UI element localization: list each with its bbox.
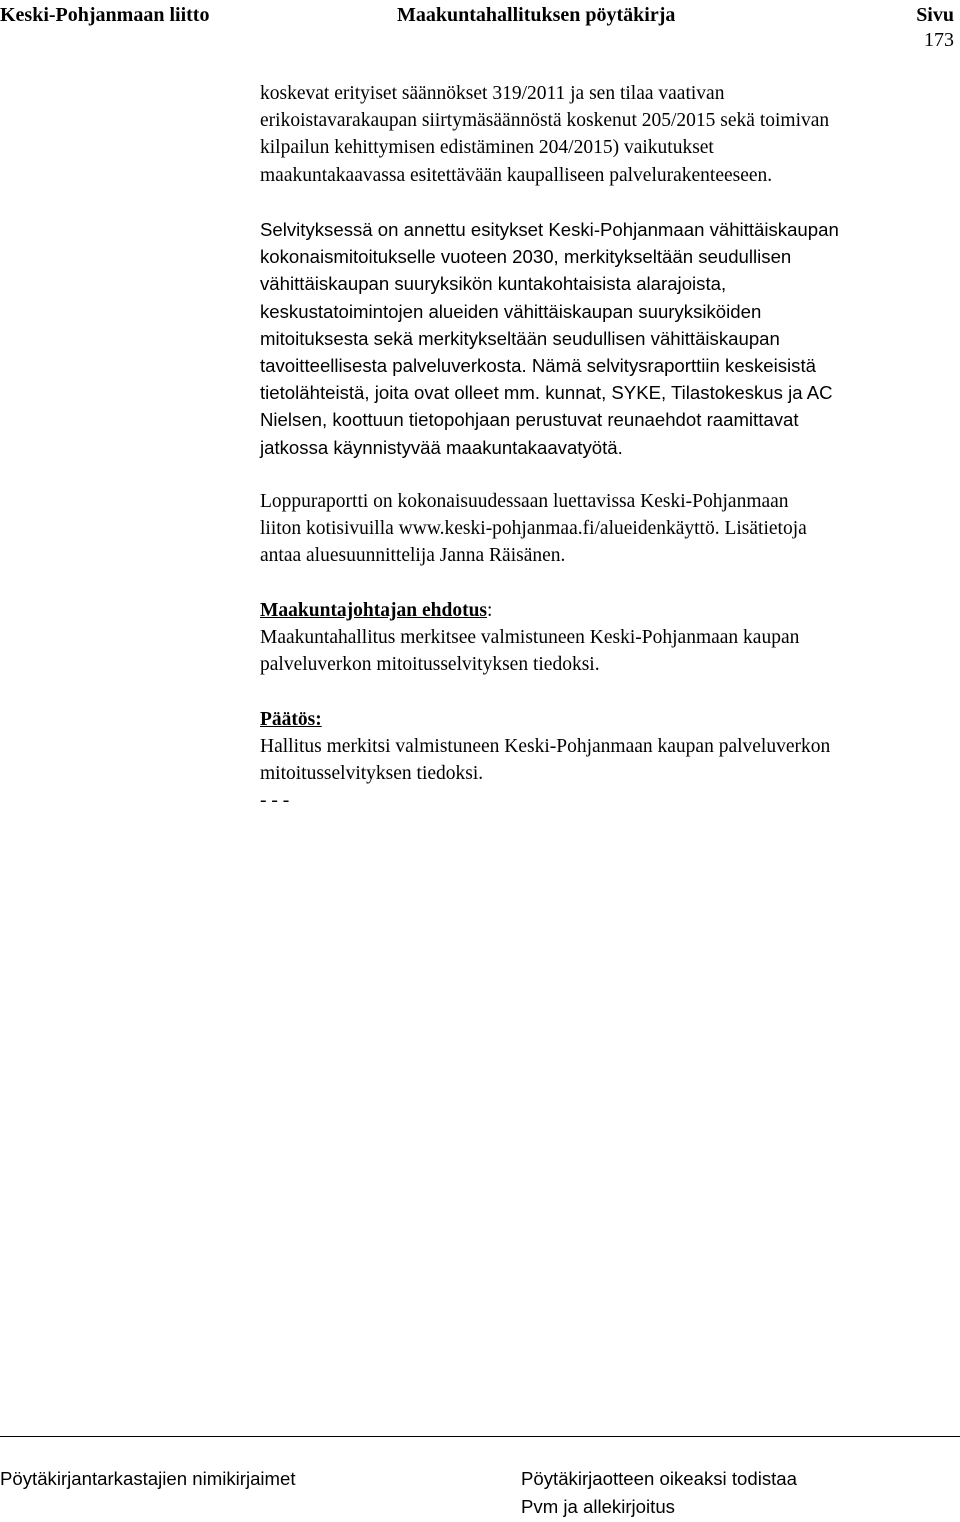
text-line: Maakuntahallitus merkitsee valmistuneen Keski-Pohjanmaan kaupan xyxy=(260,627,800,649)
paragraph-survey xyxy=(260,216,956,461)
decision-section xyxy=(260,706,956,815)
text-line: kokonaismitoitukselle vuoteen 2030, merkitykseltään seudullisen xyxy=(260,246,792,268)
text-line: keskustatoimintojen alueiden vähittäiskaupan suuryksiköiden xyxy=(260,300,762,322)
text-line: liiton kotisivuilla www.keski-pohjanmaa.fi/alueidenkäyttö. Lisätietoja xyxy=(260,518,807,540)
page-header xyxy=(0,0,960,60)
text-line: jatkossa käynnistyvää maakuntakaavatyötä. xyxy=(260,436,623,458)
page-number: 173 xyxy=(924,29,954,51)
organization-name: Keski-Pohjanmaan liitto xyxy=(0,4,210,26)
text-line: koskevat erityiset säännökset 319/2011 ja sen tilaa vaativan xyxy=(260,83,725,104)
text-line: Nielsen, koottuun tietopohjaan perustuvat reunaehdot raamittavat xyxy=(260,409,799,431)
document-title: Maakuntahallituksen pöytäkirja xyxy=(397,4,676,26)
text-line: vähittäiskaupan suuryksikön kuntakohtaisista alarajoista, xyxy=(260,273,727,295)
text-line: palveluverkon mitoitusselvityksen tiedoksi. xyxy=(260,654,600,676)
text-line: mitoitusselvityksen tiedoksi. xyxy=(260,763,484,785)
text-line: Loppuraportti on kokonaisuudessaan luettavissa Keski-Pohjanmaan xyxy=(260,491,789,513)
footer-certification-label: Pöytäkirjaotteen oikeaksi todistaa xyxy=(521,1468,797,1489)
text-line: maakuntakaavassa esitettävään kaupalliseen palvelurakenteeseen. xyxy=(260,164,773,186)
page-label: Sivu xyxy=(916,4,954,26)
paragraph-continuation xyxy=(260,80,956,189)
text-line: erikoistavarakaupan siirtymäsäännöstä koskenut 205/2015 sekä toimivan xyxy=(260,110,830,132)
text-line: Hallitus merkitsi valmistuneen Keski-Pohjanmaan kaupan palveluverkon xyxy=(260,735,831,757)
document-body xyxy=(260,80,956,814)
proposal-heading-colon: : xyxy=(487,599,493,621)
text-line: tavoitteellisesta palveluverkosta. Nämä selvitysraporttiin keskeisistä xyxy=(260,355,816,377)
decision-heading: Päätös: xyxy=(260,708,322,730)
text-line: tietolähteistä, joita ovat olleet mm. kunnat, SYKE, Tilastokeskus ja AC xyxy=(260,382,833,404)
decision-heading-line xyxy=(260,706,956,733)
text-line: Selvityksessä on annettu esitykset Keski-Pohjanmaan vähittäiskaupan xyxy=(260,219,839,240)
footer-date-signature-label: Pvm ja allekirjoitus xyxy=(521,1496,675,1517)
footer-initials-label: Pöytäkirjantarkastajien nimikirjaimet xyxy=(0,1468,296,1489)
text-line: antaa aluesuunnittelija Janna Räisänen. xyxy=(260,545,566,567)
paragraph-report xyxy=(260,488,956,570)
proposal-section xyxy=(260,597,956,679)
footer-divider xyxy=(0,1436,960,1437)
proposal-heading-line xyxy=(260,597,956,624)
text-line: mitoituksesta sekä merkitykseltään seudullisen vähittäiskaupan xyxy=(260,327,780,349)
end-mark: - - - xyxy=(260,790,290,812)
proposal-heading: Maakuntajohtajan ehdotus xyxy=(260,599,488,621)
text-line: kilpailun kehittymisen edistäminen 204/2015) vaikutukset xyxy=(260,137,714,159)
